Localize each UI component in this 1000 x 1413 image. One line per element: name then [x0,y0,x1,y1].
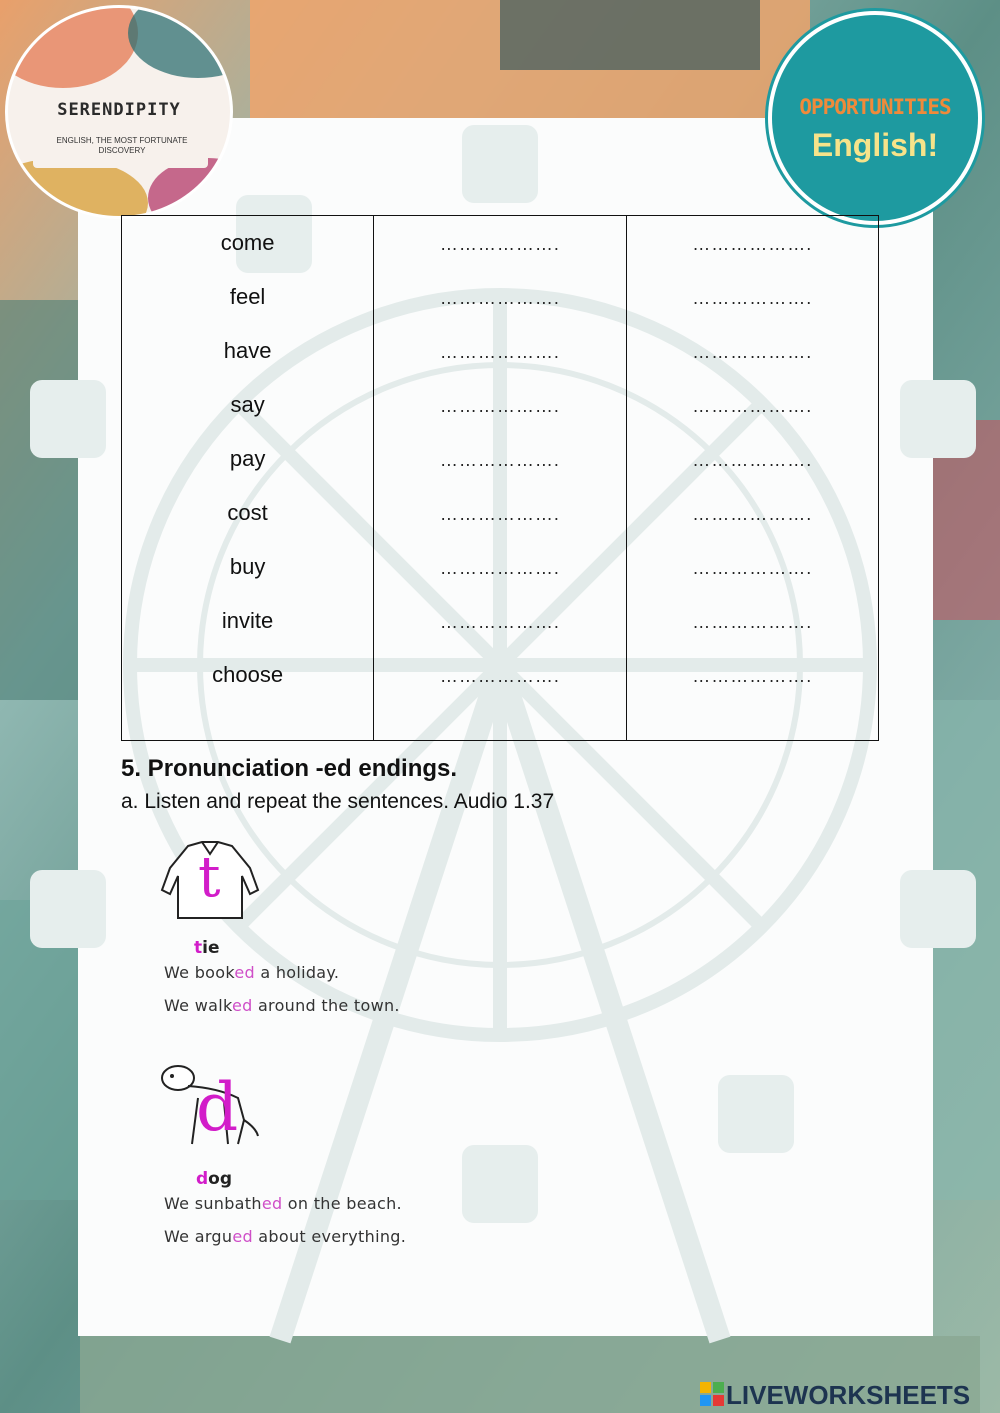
past-participle-answer-blank[interactable] [626,216,878,271]
logo-title: SERENDIPITY [57,100,181,120]
table-row [122,432,879,486]
sentence-d-1: We sunbathed on the beach. [164,1194,402,1213]
dotted-line: ………………. [439,612,560,632]
liveworksheets-logo-icon [700,1382,724,1406]
table-row [122,270,879,324]
past-participle-answer-blank[interactable] [626,324,878,378]
past-simple-answer-blank[interactable] [374,270,626,324]
dotted-line: ………………. [692,504,813,524]
table-row-empty [122,702,879,741]
table-row [122,216,879,271]
sentence-t-2: We walked around the town. [164,996,400,1015]
sentence-t-1: We booked a holiday. [164,963,340,982]
past-simple-answer-blank[interactable] [374,324,626,378]
past-simple-answer-blank[interactable] [374,540,626,594]
past-participle-answer-blank[interactable] [626,486,878,540]
section-heading: 5. Pronunciation -ed endings. [121,755,458,782]
verb-cell: invite [122,594,374,648]
dotted-line: ………………. [439,450,560,470]
label-rest: ie [202,938,220,958]
logo-line-2: English! [811,127,939,163]
footer-brand: LIVEWORKSHEETS [726,1380,971,1410]
label-first-letter: t [194,938,203,958]
past-participle-answer-blank[interactable] [626,378,878,432]
dotted-line: ………………. [439,666,560,686]
verb-cell: pay [122,432,374,486]
empty-cell [374,702,626,741]
serendipity-logo [8,8,230,216]
letter-d: d [196,1069,239,1146]
past-simple-answer-blank[interactable] [374,216,626,271]
past-simple-answer-blank[interactable] [374,594,626,648]
logo-decoration [8,8,138,88]
label-rest: og [208,1169,233,1189]
dotted-line: ………………. [439,342,560,362]
past-participle-answer-blank[interactable] [626,270,878,324]
past-simple-answer-blank[interactable] [374,648,626,702]
table-row [122,486,879,540]
label-first-letter: d [196,1169,209,1189]
verb-cell: cost [122,486,374,540]
verb-cell: feel [122,270,374,324]
table-row [122,378,879,432]
verb-cell: say [122,378,374,432]
table-row [122,594,879,648]
dotted-line: ………………. [439,504,560,524]
past-participle-answer-blank[interactable] [626,540,878,594]
sound-label-tie [194,938,220,958]
dotted-line: ………………. [692,288,813,308]
dotted-line: ………………. [692,234,813,254]
table-row [122,324,879,378]
sound-label-dog [196,1169,232,1189]
dotted-line: ………………. [439,288,560,308]
dotted-line: ………………. [692,450,813,470]
logo-subtitle: ENGLISH, THE MOST FORTUNATE DISCOVERY [56,136,188,155]
dotted-line: ………………. [439,234,560,254]
letter-t: t [198,845,221,910]
shirt-icon [158,838,262,922]
past-participle-answer-blank[interactable] [626,432,878,486]
past-participle-answer-blank[interactable] [626,594,878,648]
empty-cell [626,702,878,741]
dotted-line: ………………. [439,396,560,416]
dotted-line: ………………. [692,612,813,632]
past-simple-answer-blank[interactable] [374,432,626,486]
liveworksheets-footer[interactable] [700,1380,995,1408]
opportunities-logo [772,15,978,221]
dotted-line: ………………. [692,342,813,362]
verb-cell: choose [122,648,374,702]
verb-cell: have [122,324,374,378]
empty-cell [122,702,374,741]
verb-cell: come [122,216,374,271]
logo-line-1: OPPORTUNITIES [799,95,951,119]
past-participle-answer-blank[interactable] [626,648,878,702]
dotted-line: ………………. [692,396,813,416]
logo-decoration [128,8,230,78]
table-row [122,540,879,594]
sentence-d-2: We argued about everything. [164,1227,407,1246]
table-row [122,648,879,702]
dotted-line: ………………. [692,558,813,578]
verb-table [121,215,879,741]
dotted-line: ………………. [692,666,813,686]
verb-cell: buy [122,540,374,594]
section-instruction: a. Listen and repeat the sentences. Audio 1.37 [121,790,555,813]
past-simple-answer-blank[interactable] [374,378,626,432]
dotted-line: ………………. [439,558,560,578]
past-simple-answer-blank[interactable] [374,486,626,540]
dog-icon [158,1058,268,1158]
